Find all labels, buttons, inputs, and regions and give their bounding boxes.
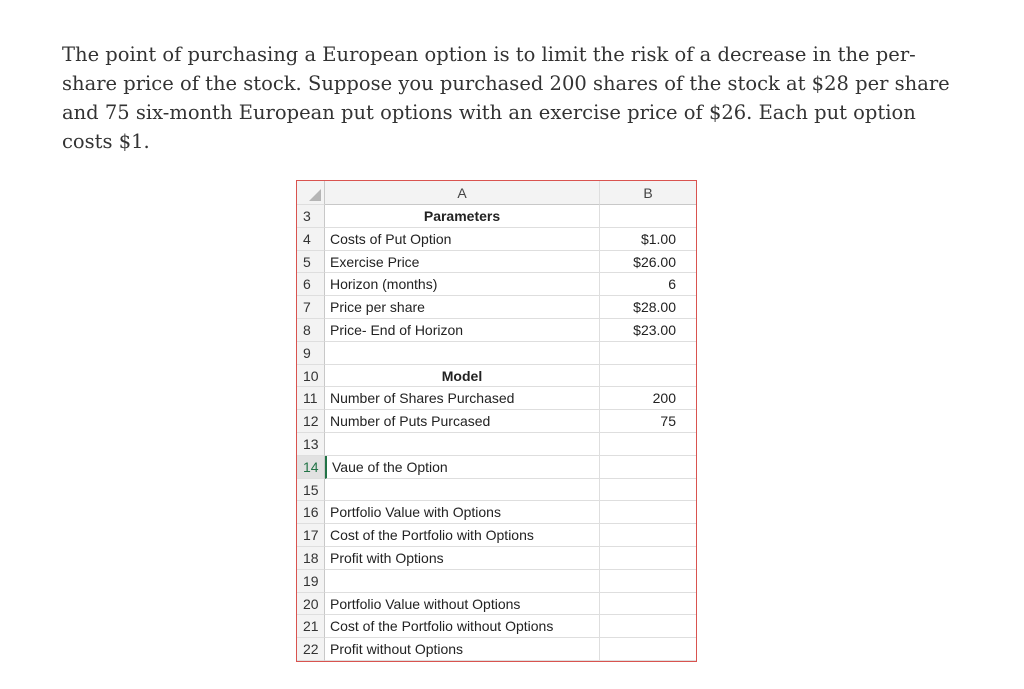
- cell-a[interactable]: Model: [325, 365, 600, 388]
- row-number[interactable]: 16: [297, 501, 325, 524]
- cell-a[interactable]: Portfolio Value with Options: [325, 501, 600, 524]
- cell-a[interactable]: Exercise Price: [325, 251, 600, 274]
- sheet-row: [297, 251, 696, 274]
- cell-b[interactable]: [600, 365, 696, 388]
- cell-b[interactable]: [600, 342, 696, 365]
- row-number[interactable]: 3: [297, 205, 325, 228]
- cell-b[interactable]: [600, 593, 696, 616]
- row-number[interactable]: 22: [297, 638, 325, 661]
- row-number[interactable]: 7: [297, 296, 325, 319]
- cell-b[interactable]: [600, 615, 696, 638]
- cell-b[interactable]: 6: [600, 273, 696, 296]
- row-number[interactable]: 5: [297, 251, 325, 274]
- cell-a[interactable]: [325, 342, 600, 365]
- cell-b[interactable]: 200: [600, 387, 696, 410]
- cell-a[interactable]: [325, 479, 600, 502]
- cell-b[interactable]: $26.00: [600, 251, 696, 274]
- row-number[interactable]: 15: [297, 479, 325, 502]
- row-number[interactable]: 11: [297, 387, 325, 410]
- sheet-row: [297, 547, 696, 570]
- sheet-row: [297, 296, 696, 319]
- row-number[interactable]: 14: [297, 456, 325, 479]
- sheet-row: [297, 273, 696, 296]
- cell-a[interactable]: Parameters: [325, 205, 600, 228]
- sheet-row: [297, 570, 696, 593]
- cell-b[interactable]: $1.00: [600, 228, 696, 251]
- sheet-row: [297, 501, 696, 524]
- cell-b[interactable]: 75: [600, 410, 696, 433]
- select-all-icon: [309, 189, 321, 201]
- cell-b[interactable]: [600, 570, 696, 593]
- cell-b[interactable]: [600, 547, 696, 570]
- cell-b[interactable]: [600, 456, 696, 479]
- cell-a[interactable]: Horizon (months): [325, 273, 600, 296]
- cell-a[interactable]: Profit without Options: [325, 638, 600, 661]
- sheet-row: [297, 615, 696, 638]
- sheet-row: [297, 410, 696, 433]
- cell-b[interactable]: $28.00: [600, 296, 696, 319]
- sheet-row: [297, 524, 696, 547]
- select-all-corner[interactable]: [297, 181, 325, 205]
- sheet-row: [297, 228, 696, 251]
- sheet-row: [297, 638, 696, 661]
- sheet-row: [297, 319, 696, 342]
- cell-a[interactable]: Profit with Options: [325, 547, 600, 570]
- sheet-row: [297, 365, 696, 388]
- row-number[interactable]: 4: [297, 228, 325, 251]
- cell-b[interactable]: [600, 479, 696, 502]
- row-number[interactable]: 6: [297, 273, 325, 296]
- cell-a[interactable]: Number of Shares Purchased: [325, 387, 600, 410]
- column-header-row: [297, 181, 696, 205]
- row-number[interactable]: 10: [297, 365, 325, 388]
- row-number[interactable]: 20: [297, 593, 325, 616]
- column-header-b[interactable]: B: [600, 181, 696, 205]
- spreadsheet: [296, 180, 697, 662]
- problem-statement: The point of purchasing a European option is to limit the risk of a decrease in the per-share price of the stock. Suppose you purchased 200 shares of the stock at $28 per share and 75 six-month European put options with an exercise price of $26. Each put option costs $1.: [62, 43, 950, 153]
- cell-b[interactable]: [600, 433, 696, 456]
- cell-a[interactable]: Portfolio Value without Options: [325, 593, 600, 616]
- column-header-a[interactable]: A: [325, 181, 600, 205]
- row-number[interactable]: 21: [297, 615, 325, 638]
- row-number[interactable]: 9: [297, 342, 325, 365]
- cell-a[interactable]: Cost of the Portfolio without Options: [325, 615, 600, 638]
- row-number[interactable]: 13: [297, 433, 325, 456]
- sheet-row: [297, 387, 696, 410]
- sheet-row: [297, 593, 696, 616]
- cell-a[interactable]: [325, 433, 600, 456]
- cell-a[interactable]: Costs of Put Option: [325, 228, 600, 251]
- cell-a[interactable]: Price- End of Horizon: [325, 319, 600, 342]
- row-number[interactable]: 18: [297, 547, 325, 570]
- cell-b[interactable]: [600, 501, 696, 524]
- row-number[interactable]: 19: [297, 570, 325, 593]
- row-number[interactable]: 12: [297, 410, 325, 433]
- cell-b[interactable]: $23.00: [600, 319, 696, 342]
- cell-b[interactable]: [600, 205, 696, 228]
- cell-a[interactable]: Cost of the Portfolio with Options: [325, 524, 600, 547]
- sheet-row-active: [297, 456, 696, 479]
- cell-b[interactable]: [600, 638, 696, 661]
- cell-a-selected[interactable]: Vaue of the Option: [325, 456, 600, 479]
- row-number[interactable]: 8: [297, 319, 325, 342]
- cell-a[interactable]: Number of Puts Purcased: [325, 410, 600, 433]
- sheet-row: [297, 205, 696, 228]
- cell-a[interactable]: [325, 570, 600, 593]
- cell-a[interactable]: Price per share: [325, 296, 600, 319]
- sheet-row: [297, 342, 696, 365]
- row-number[interactable]: 17: [297, 524, 325, 547]
- sheet-row: [297, 433, 696, 456]
- sheet-row: [297, 479, 696, 502]
- cell-b[interactable]: [600, 524, 696, 547]
